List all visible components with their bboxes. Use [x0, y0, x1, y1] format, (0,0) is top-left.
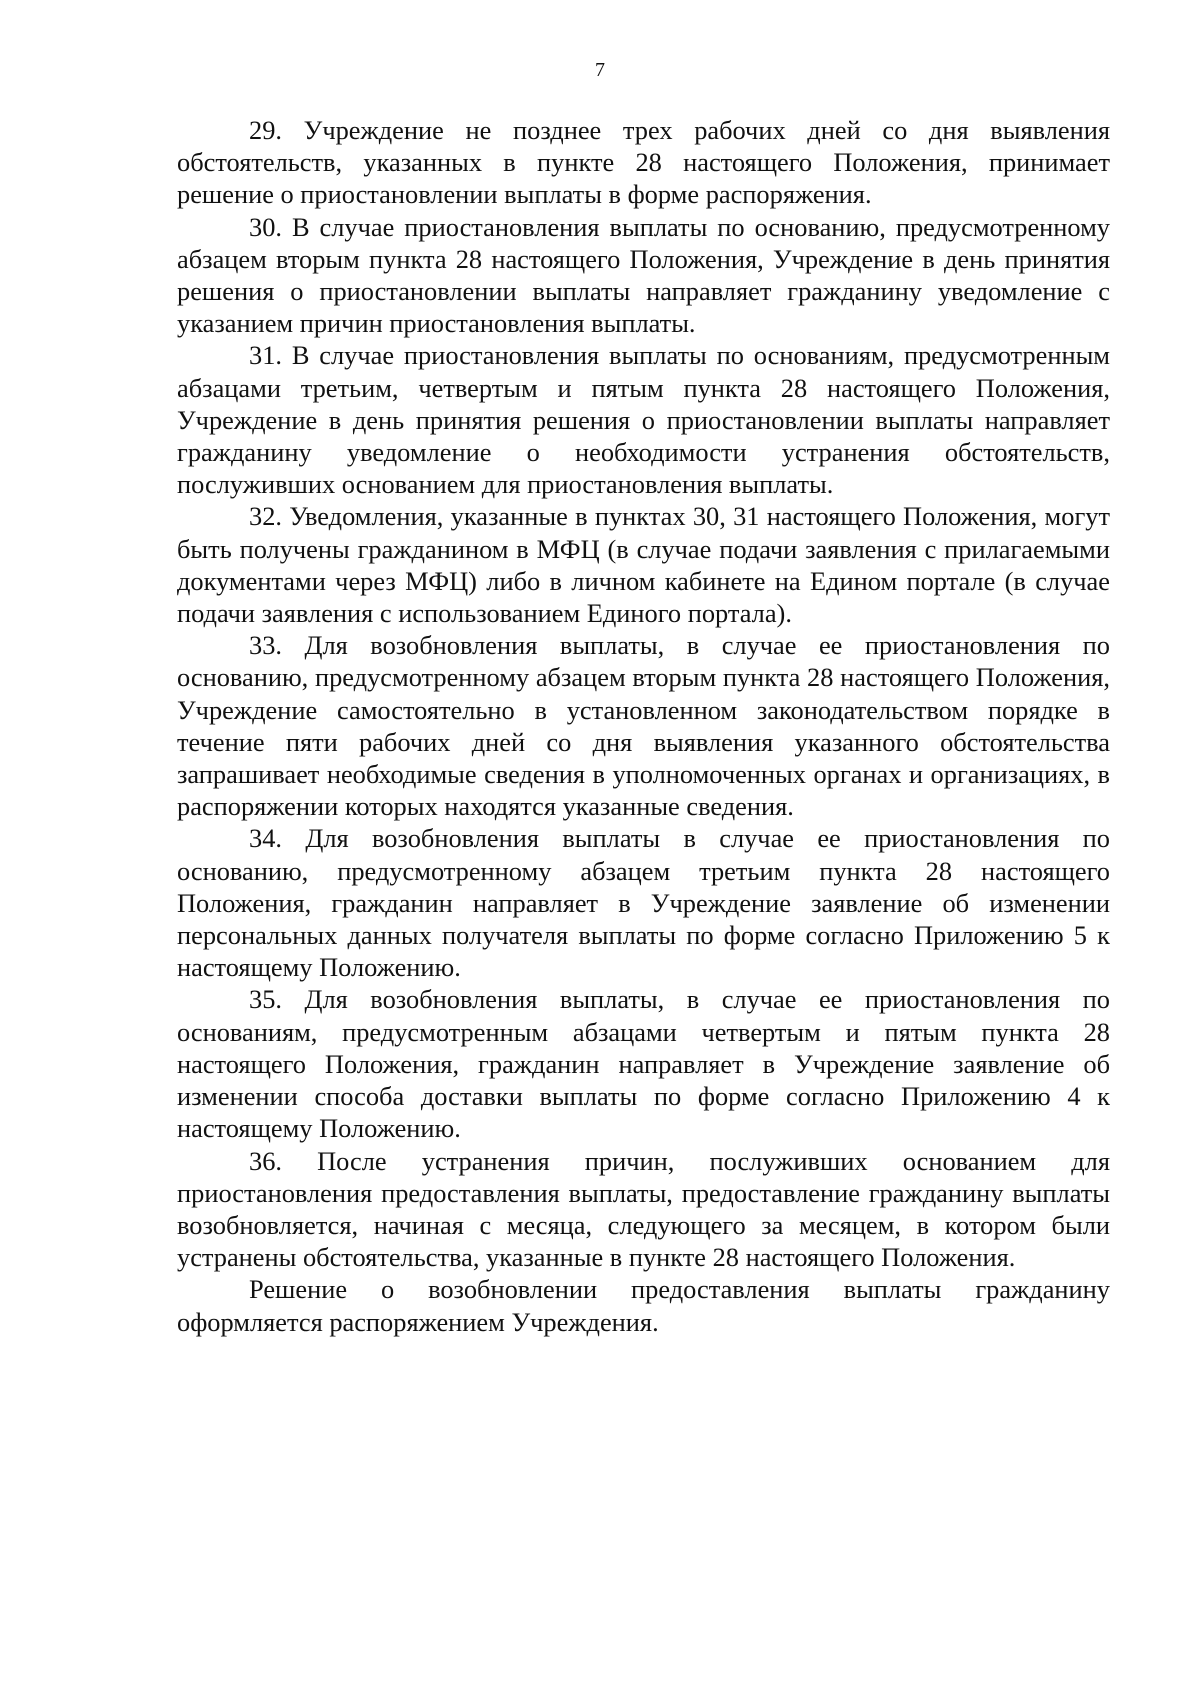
paragraph-decision: Решение о возобновлении предоставления выплаты гражданину оформляется распоряжением Учреждения. — [177, 1274, 1110, 1337]
paragraph-30: 30. В случае приостановления выплаты по основанию, предусмотренному абзацем вторым пункта 28 настоящего Положения, Учреждение в день принятия решения о приостановлении выплаты направляет гражданину уведомление с указанием причин приостановления выплаты. — [177, 211, 1110, 339]
paragraph-36: 36. После устранения причин, послуживших основанием для приостановления предоставления выплаты, предоставление гражданину выплаты возобновляется, начиная с месяца, следующего за месяцем, в котором были устранены обстоятельства, указанные в пункте 28 настоящего Положения. — [177, 1145, 1110, 1273]
paragraph-34: 34. Для возобновления выплаты в случае ее приостановления по основанию, предусмотренному абзацем третьим пункта 28 настоящего Положения, гражданин направляет в Учреждение заявление об изменении персональных данных получателя выплаты по форме согласно Приложению 5 к настоящему Положению. — [177, 823, 1110, 983]
document-body — [177, 114, 1110, 1338]
paragraph-31: 31. В случае приостановления выплаты по основаниям, предусмотренным абзацами третьим, четвертым и пятым пункта 28 настоящего Положения, Учреждение в день принятия решения о приостановлении выплаты направляет гражданину уведомление о необходимости устранения обстоятельств, послуживших основанием для приостановления выплаты. — [177, 340, 1110, 500]
paragraph-33: 33. Для возобновления выплаты, в случае ее приостановления по основанию, предусмотренному абзацем вторым пункта 28 настоящего Положения, Учреждение самостоятельно в установленном законодательством порядке в течение пяти рабочих дней со дня выявления указанного обстоятельства запрашивает необходимые сведения в уполномоченных органах и организациях, в распоряжении которых находятся указанные сведения. — [177, 630, 1110, 822]
paragraph-29: 29. Учреждение не позднее трех рабочих дней со дня выявления обстоятельств, указанных в пункте 28 настоящего Положения, принимает решение о приостановлении выплаты в форме распоряжения. — [177, 115, 1110, 210]
paragraph-32: 32. Уведомления, указанные в пунктах 30, 31 настоящего Положения, могут быть получены гражданином в МФЦ (в случае подачи заявления с прилагаемыми документами через МФЦ) либо в личном кабинете на Едином портале (в случае подачи заявления с использованием Единого портала). — [177, 501, 1110, 629]
page-number: 7 — [595, 59, 605, 81]
paragraph-35: 35. Для возобновления выплаты, в случае ее приостановления по основаниям, предусмотренным абзацами четвертым и пятым пункта 28 настоящего Положения, гражданин направляет в Учреждение заявление об изменении способа доставки выплаты по форме согласно Приложению 4 к настоящему Положению. — [177, 984, 1110, 1144]
